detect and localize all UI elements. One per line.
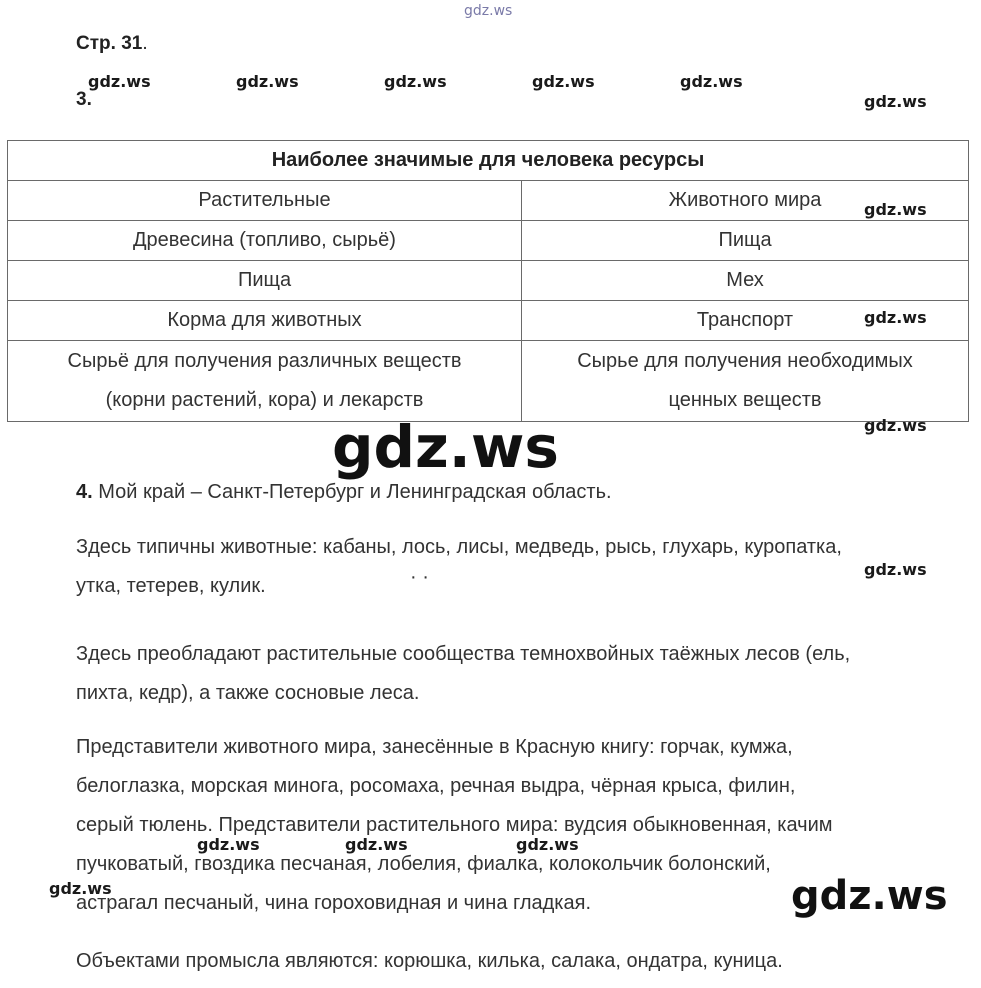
watermark: gdz.ws xyxy=(864,416,927,435)
text-line: Здесь преобладают растительные сообщества темнохвойных таёжных лесов (ель, xyxy=(76,643,851,665)
table-cell: Пища xyxy=(8,261,522,301)
table-row xyxy=(8,341,969,422)
table-cell: Мех xyxy=(522,261,969,301)
paragraph-fishery: Объектами промысла являются: корюшка, килька, салака, ондатра, куница. xyxy=(76,950,783,972)
text-line: серый тюлень. Представители растительного мира: вудсия обыкновенная, качим xyxy=(76,814,833,836)
table-row xyxy=(8,221,969,261)
watermark: gdz.ws xyxy=(864,308,927,327)
table-cell xyxy=(522,341,969,422)
resources-table xyxy=(7,140,969,422)
watermark-large: gdz.ws xyxy=(791,873,948,919)
table-title: Наиболее значимые для человека ресурсы xyxy=(8,141,969,181)
table-cell: Корма для животных xyxy=(8,301,522,341)
text-line: пучковатый, гвоздика песчаная, лобелия, фиалка, колокольчик болонский, xyxy=(76,853,771,875)
page-reference-dot: . xyxy=(142,33,148,54)
watermark: gdz.ws xyxy=(49,879,112,898)
watermark: gdz.ws xyxy=(88,72,151,91)
text-line: пихта, кедр), а также сосновые леса. xyxy=(76,682,420,704)
watermark-large: gdz.ws xyxy=(332,413,559,481)
watermark: gdz.ws xyxy=(236,72,299,91)
watermark: gdz.ws xyxy=(345,835,408,854)
task-4-intro-text: Мой край – Санкт-Петербург и Ленинградская область. xyxy=(92,481,612,503)
watermark: gdz.ws xyxy=(680,72,743,91)
column-header-animals: Животного мира xyxy=(522,181,969,221)
table-cell: Транспорт xyxy=(522,301,969,341)
cell-line: Сырьё для получения различных веществ xyxy=(67,350,462,372)
table-title-row xyxy=(8,141,969,181)
cell-line: ценных веществ xyxy=(668,389,822,411)
watermark: gdz.ws xyxy=(384,72,447,91)
task-4-intro xyxy=(76,473,976,512)
table-cell xyxy=(8,341,522,422)
column-header-plants: Растительные xyxy=(8,181,522,221)
watermark: gdz.ws xyxy=(516,835,579,854)
watermark: gdz.ws xyxy=(864,200,927,219)
page-reference-text: Стр. 31 xyxy=(76,33,143,54)
task-3-label: 3. xyxy=(76,89,92,110)
cell-line: Сырье для получения необходимых xyxy=(577,350,913,372)
table-cell: Пища xyxy=(522,221,969,261)
paragraph-animals xyxy=(76,528,976,606)
table-row xyxy=(8,301,969,341)
stray-dots: · · xyxy=(410,566,429,588)
watermark: gdz.ws xyxy=(864,560,927,579)
text-line: утка, тетерев, кулик. xyxy=(76,575,266,597)
text-line: астрагал песчаный, чина гороховидная и чина гладкая. xyxy=(76,892,592,914)
watermark: gdz.ws xyxy=(197,835,260,854)
watermark-top: gdz.ws xyxy=(464,3,513,19)
text-line: Представители животного мира, занесённые в Красную книгу: горчак, кумжа, xyxy=(76,736,793,758)
task-4-label: 4. xyxy=(76,481,93,503)
watermark: gdz.ws xyxy=(864,92,927,111)
text-line: белоглазка, морская минога, росомаха, речная выдра, чёрная крыса, филин, xyxy=(76,775,796,797)
page-reference xyxy=(76,33,148,55)
cell-line: (корни растений, кора) и лекарств xyxy=(105,389,424,411)
table-row xyxy=(8,261,969,301)
table-header-row xyxy=(8,181,969,221)
table-cell: Древесина (топливо, сырьё) xyxy=(8,221,522,261)
watermark: gdz.ws xyxy=(532,72,595,91)
paragraph-plants xyxy=(76,635,976,713)
text-line: Здесь типичны животные: кабаны, лось, лисы, медведь, рысь, глухарь, куропатка, xyxy=(76,536,842,558)
